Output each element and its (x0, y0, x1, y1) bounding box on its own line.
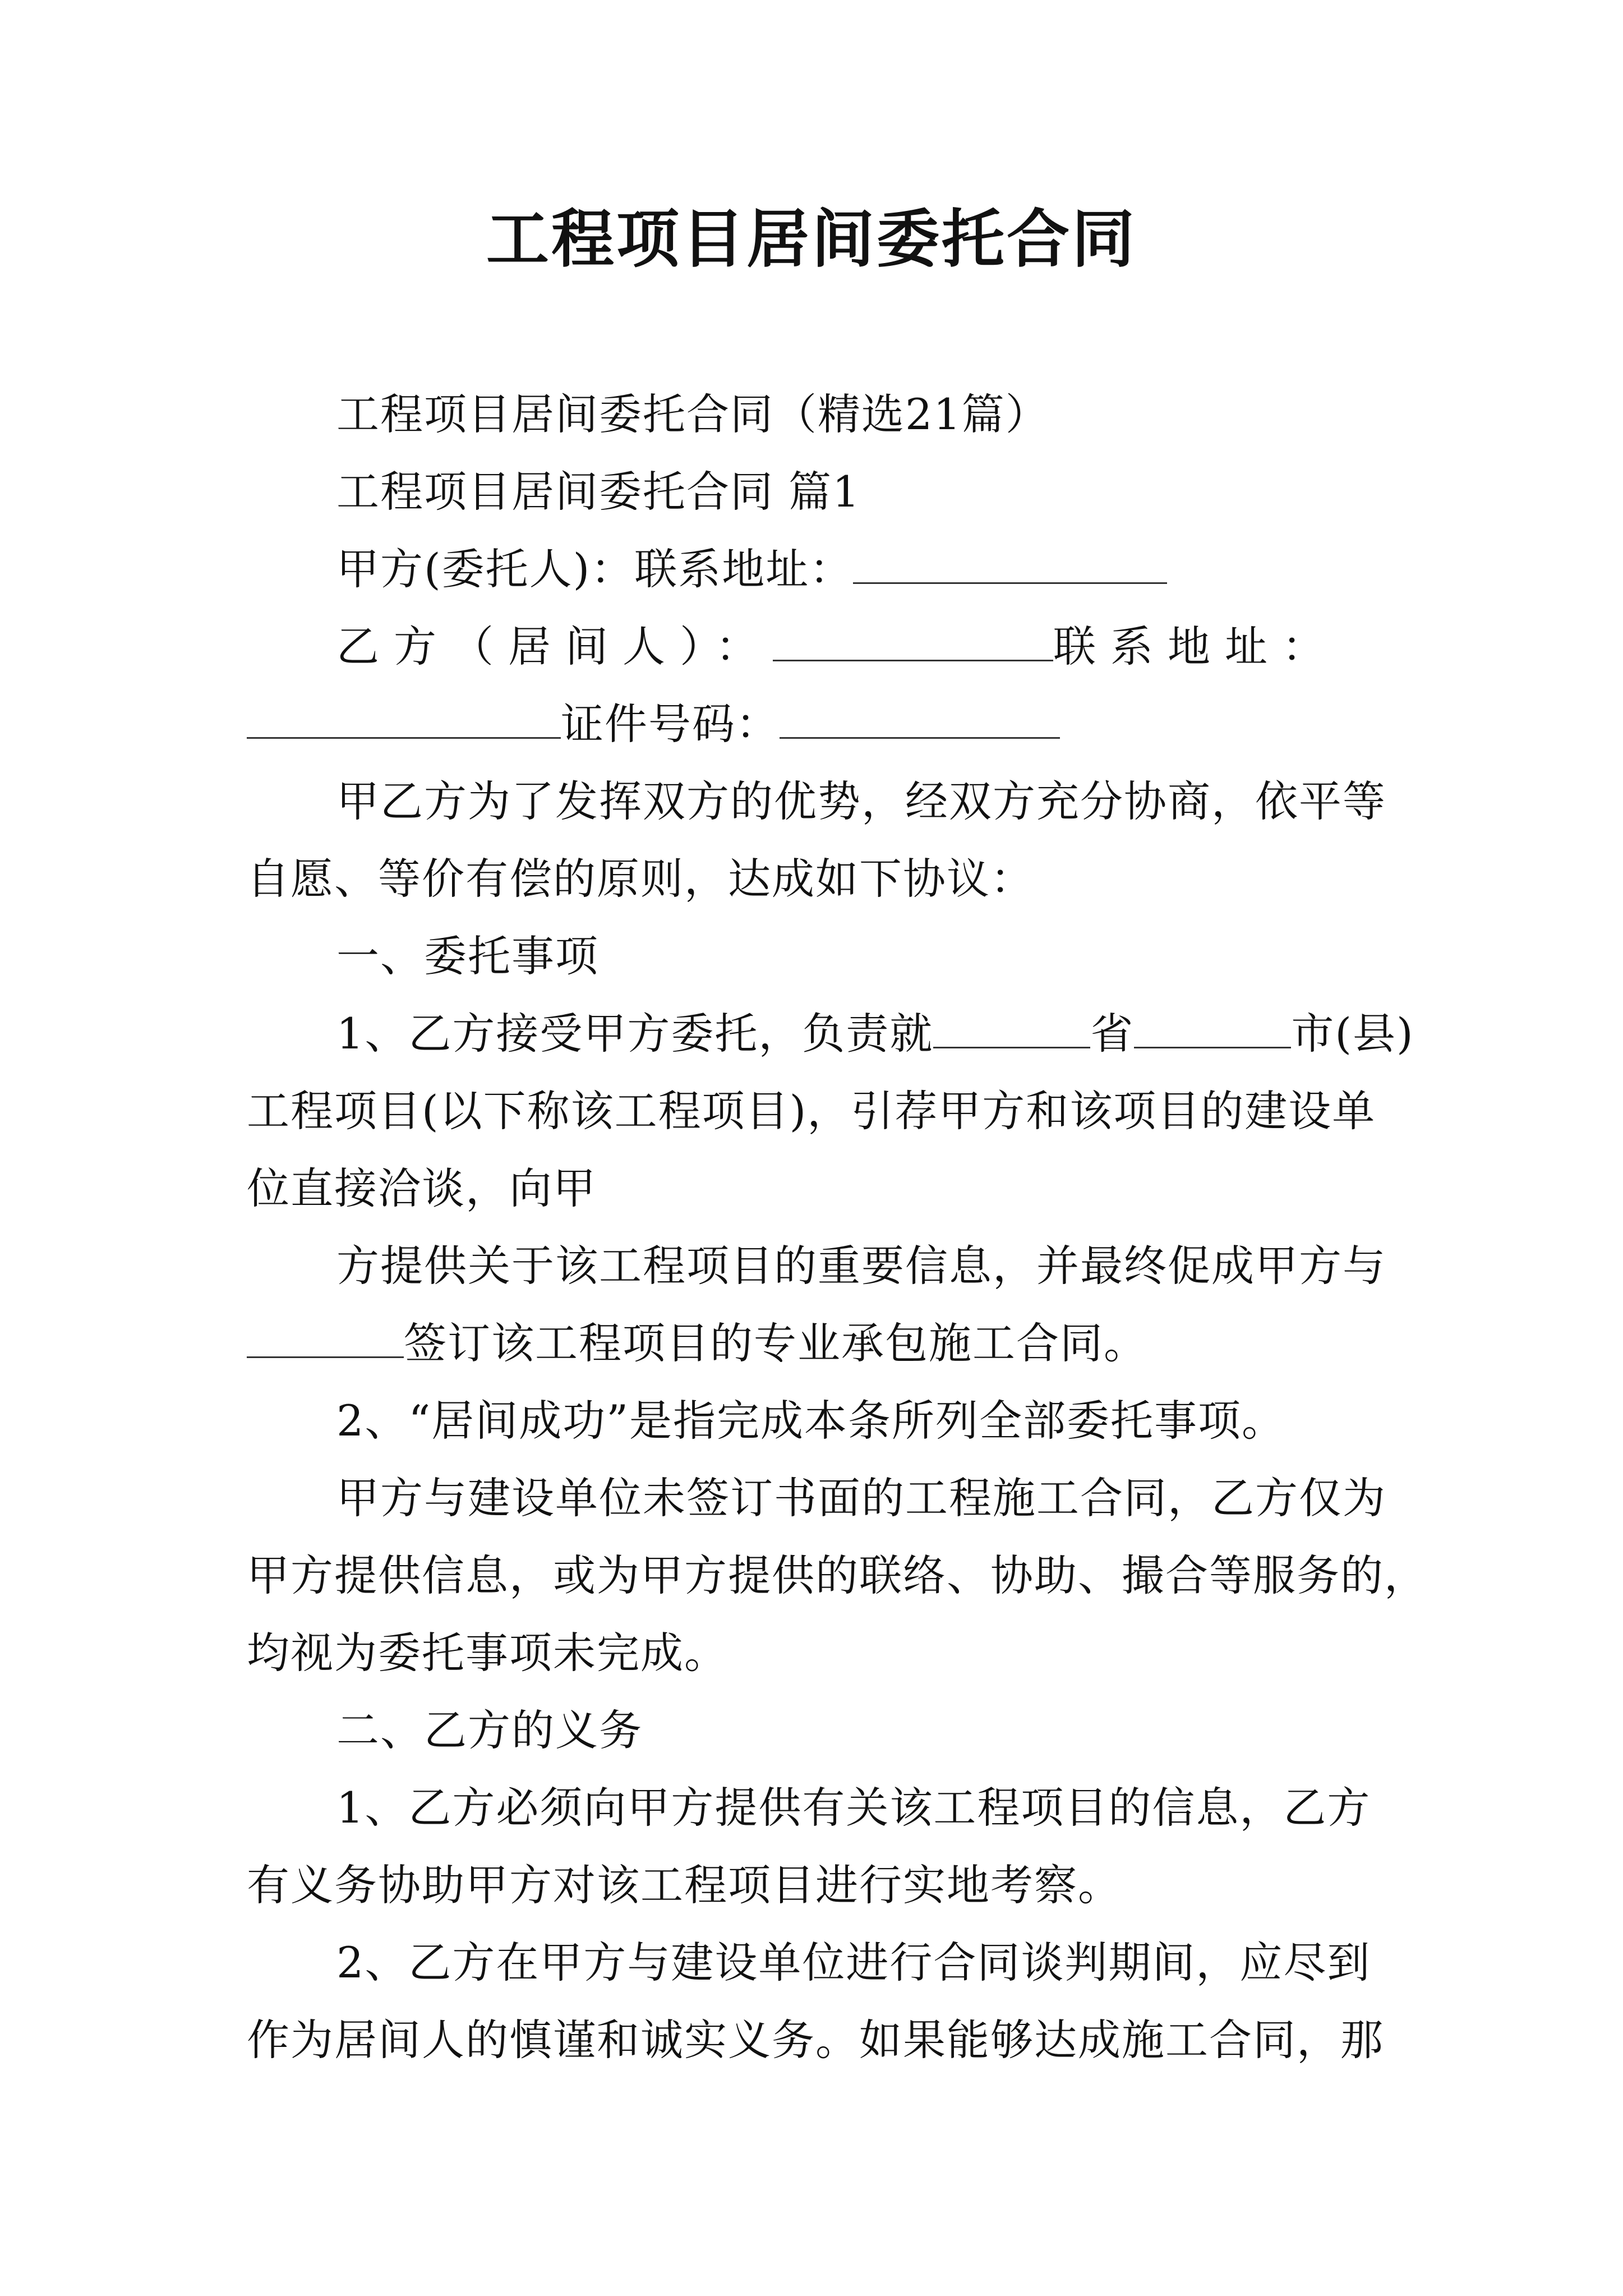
document-title: 工程项目居间委托合同 (486, 203, 1137, 276)
section-2-heading: 二、乙方的义务 (336, 1705, 643, 1755)
note-line-3: 均视为委托事项未完成。 (247, 1628, 728, 1678)
item-1-part-b: 省 (1090, 1009, 1135, 1059)
duty-2-line-1: 2、乙方在甲方与建设单位进行合同谈判期间，应尽到 (336, 1938, 1371, 1987)
party-b-address-label: 联系地址： (1053, 622, 1339, 671)
city-blank (1134, 1007, 1291, 1048)
duty-2-line-2: 作为居间人的慎谨和诚实义务。如果能够达成施工合同，那 (247, 2015, 1384, 2065)
party-b-id-label: 证件号码： (561, 699, 780, 749)
party-a-line (247, 531, 1391, 608)
item-1-part-a: 1、乙方接受甲方委托，负责就 (336, 1009, 934, 1059)
item-1-line-3: 位直接洽谈，向甲 (247, 1163, 597, 1213)
document-body (247, 376, 1428, 2079)
party-b-label: 乙方（居间人）： (336, 622, 773, 671)
contractor-blank (247, 1317, 404, 1358)
duty-1-line-2: 有义务协助甲方对该工程项目进行实地考察。 (247, 1860, 1122, 1910)
section-heading: 工程项目居间委托合同 篇1 (336, 467, 861, 517)
item-1-line-2: 工程项目(以下称该工程项目)，引荐甲方和该项目的建设单 (247, 1086, 1376, 1136)
party-b-id-blank (780, 698, 1060, 739)
party-a-address-blank (853, 543, 1167, 584)
duty-1-line-1: 1、乙方必须向甲方提供有关该工程项目的信息，乙方 (336, 1783, 1371, 1833)
party-b-name-blank (773, 620, 1053, 661)
section-1-heading: 一、委托事项 (336, 931, 599, 981)
note-line-2: 甲方提供信息，或为甲方提供的联络、协助、撮合等服务的， (247, 1550, 1428, 1600)
item-1-line-5-text: 签订该工程项目的专业承包施工合同。 (404, 1318, 1147, 1368)
province-blank (933, 1007, 1090, 1048)
document-subtitle: 工程项目居间委托合同（精选21篇） (336, 389, 1049, 439)
item-2-line: 2、“居间成功”是指完成本条所列全部委托事项。 (336, 1396, 1286, 1446)
party-b-id-line (247, 685, 1391, 763)
intro-line-2: 自愿、等价有偿的原则，达成如下协议： (247, 854, 1034, 904)
item-1-line-5 (247, 1305, 1391, 1382)
note-line-1: 甲方与建设单位未签订书面的工程施工合同，乙方仅为 (336, 1473, 1386, 1523)
item-1-line-1 (247, 995, 1414, 1073)
intro-line-1: 甲乙方为了发挥双方的优势，经双方充分协商，依平等 (336, 776, 1386, 826)
item-1-part-c: 市(县) (1291, 1009, 1414, 1059)
party-a-label: 甲方(委托人)：联系地址： (336, 544, 854, 594)
party-b-address-blank (247, 698, 561, 739)
item-1-line-4: 方提供关于该工程项目的重要信息，并最终促成甲方与 (336, 1241, 1386, 1291)
party-b-line (247, 608, 1391, 685)
